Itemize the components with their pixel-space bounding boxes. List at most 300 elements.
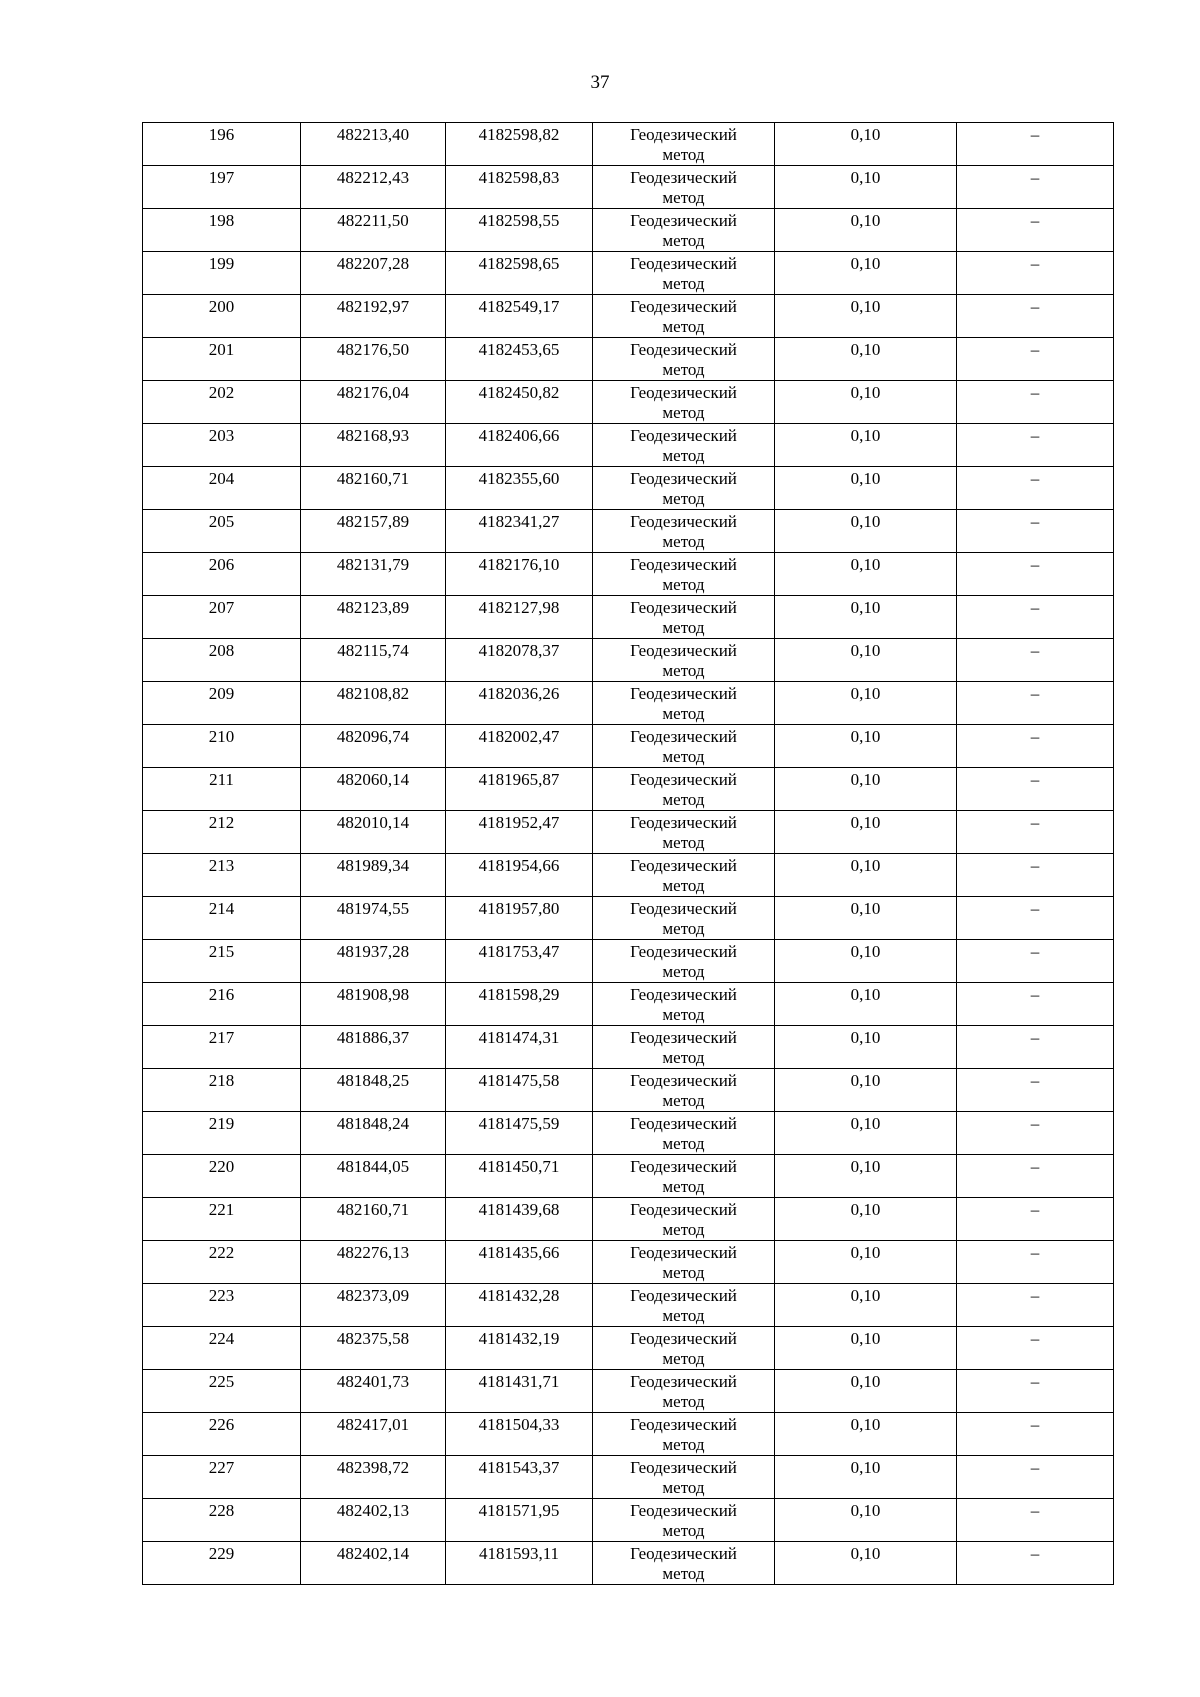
method-line: Геодезический <box>630 985 737 1004</box>
accuracy-cell: 0,10 <box>775 811 957 854</box>
method-line: Геодезический <box>630 1501 737 1520</box>
point-number-cell: 200 <box>143 295 301 338</box>
table-row <box>143 1155 1114 1198</box>
table-row <box>143 209 1114 252</box>
method-line: метод <box>662 661 705 680</box>
page-number: 37 <box>590 72 610 93</box>
method-line: Геодезический <box>630 598 737 617</box>
x-coordinate-cell: 482160,71 <box>301 1198 446 1241</box>
point-number-cell: 201 <box>143 338 301 381</box>
accuracy-cell: 0,10 <box>775 553 957 596</box>
method-line: Геодезический <box>630 1157 737 1176</box>
method-cell <box>593 1069 775 1112</box>
method-line: Геодезический <box>630 684 737 703</box>
method-line: метод <box>662 1392 705 1411</box>
y-coordinate-cell: 4181450,71 <box>446 1155 593 1198</box>
x-coordinate-cell: 481974,55 <box>301 897 446 940</box>
method-cell <box>593 123 775 166</box>
x-coordinate-cell: 481886,37 <box>301 1026 446 1069</box>
point-number-cell: 226 <box>143 1413 301 1456</box>
point-number-cell: 199 <box>143 252 301 295</box>
note-cell: – <box>957 553 1114 596</box>
y-coordinate-cell: 4181954,66 <box>446 854 593 897</box>
note-cell: – <box>957 940 1114 983</box>
y-coordinate-cell: 4181598,29 <box>446 983 593 1026</box>
accuracy-cell: 0,10 <box>775 1413 957 1456</box>
table-row <box>143 1112 1114 1155</box>
point-number-cell: 229 <box>143 1542 301 1585</box>
y-coordinate-cell: 4181571,95 <box>446 1499 593 1542</box>
method-line: Геодезический <box>630 1329 737 1348</box>
note-cell: – <box>957 1241 1114 1284</box>
table-row <box>143 1327 1114 1370</box>
x-coordinate-cell: 481848,25 <box>301 1069 446 1112</box>
point-number-cell: 219 <box>143 1112 301 1155</box>
x-coordinate-cell: 482108,82 <box>301 682 446 725</box>
point-number-cell: 198 <box>143 209 301 252</box>
accuracy-cell: 0,10 <box>775 1327 957 1370</box>
point-number-cell: 216 <box>143 983 301 1026</box>
method-line: метод <box>662 618 705 637</box>
method-line: метод <box>662 833 705 852</box>
x-coordinate-cell: 482115,74 <box>301 639 446 682</box>
method-cell <box>593 682 775 725</box>
y-coordinate-cell: 4182598,83 <box>446 166 593 209</box>
y-coordinate-cell: 4181432,28 <box>446 1284 593 1327</box>
method-cell <box>593 295 775 338</box>
y-coordinate-cell: 4182036,26 <box>446 682 593 725</box>
accuracy-cell: 0,10 <box>775 1542 957 1585</box>
accuracy-cell: 0,10 <box>775 1155 957 1198</box>
method-line: Геодезический <box>630 1028 737 1047</box>
method-cell <box>593 1413 775 1456</box>
method-cell <box>593 1370 775 1413</box>
method-line: метод <box>662 1134 705 1153</box>
method-line: метод <box>662 1349 705 1368</box>
method-cell <box>593 166 775 209</box>
point-number-cell: 213 <box>143 854 301 897</box>
method-line: метод <box>662 575 705 594</box>
point-number-cell: 205 <box>143 510 301 553</box>
y-coordinate-cell: 4182127,98 <box>446 596 593 639</box>
point-number-cell: 217 <box>143 1026 301 1069</box>
x-coordinate-cell: 481848,24 <box>301 1112 446 1155</box>
table-row <box>143 1370 1114 1413</box>
accuracy-cell: 0,10 <box>775 1198 957 1241</box>
x-coordinate-cell: 482213,40 <box>301 123 446 166</box>
table-row <box>143 123 1114 166</box>
accuracy-cell: 0,10 <box>775 682 957 725</box>
point-number-cell: 197 <box>143 166 301 209</box>
note-cell: – <box>957 1198 1114 1241</box>
method-line: метод <box>662 317 705 336</box>
accuracy-cell: 0,10 <box>775 1069 957 1112</box>
point-number-cell: 214 <box>143 897 301 940</box>
x-coordinate-cell: 482096,74 <box>301 725 446 768</box>
y-coordinate-cell: 4181439,68 <box>446 1198 593 1241</box>
method-cell <box>593 467 775 510</box>
table-row <box>143 682 1114 725</box>
y-coordinate-cell: 4181952,47 <box>446 811 593 854</box>
method-line: Геодезический <box>630 426 737 445</box>
point-number-cell: 220 <box>143 1155 301 1198</box>
method-cell <box>593 897 775 940</box>
method-line: метод <box>662 1091 705 1110</box>
method-line: метод <box>662 532 705 551</box>
x-coordinate-cell: 482176,04 <box>301 381 446 424</box>
table-row <box>143 768 1114 811</box>
method-line: Геодезический <box>630 469 737 488</box>
accuracy-cell: 0,10 <box>775 854 957 897</box>
point-number-cell: 223 <box>143 1284 301 1327</box>
x-coordinate-cell: 482168,93 <box>301 424 446 467</box>
x-coordinate-cell: 482375,58 <box>301 1327 446 1370</box>
y-coordinate-cell: 4181435,66 <box>446 1241 593 1284</box>
method-line: Геодезический <box>630 942 737 961</box>
accuracy-cell: 0,10 <box>775 510 957 553</box>
y-coordinate-cell: 4182176,10 <box>446 553 593 596</box>
y-coordinate-cell: 4181957,80 <box>446 897 593 940</box>
point-number-cell: 207 <box>143 596 301 639</box>
x-coordinate-cell: 482373,09 <box>301 1284 446 1327</box>
point-number-cell: 209 <box>143 682 301 725</box>
method-line: метод <box>662 1564 705 1583</box>
y-coordinate-cell: 4182549,17 <box>446 295 593 338</box>
x-coordinate-cell: 482123,89 <box>301 596 446 639</box>
table-row <box>143 553 1114 596</box>
accuracy-cell: 0,10 <box>775 252 957 295</box>
table-row <box>143 252 1114 295</box>
table-row <box>143 338 1114 381</box>
method-line: метод <box>662 1521 705 1540</box>
method-cell <box>593 1155 775 1198</box>
method-line: Геодезический <box>630 1415 737 1434</box>
y-coordinate-cell: 4181543,37 <box>446 1456 593 1499</box>
point-number-cell: 202 <box>143 381 301 424</box>
method-cell <box>593 1327 775 1370</box>
point-number-cell: 204 <box>143 467 301 510</box>
x-coordinate-cell: 481937,28 <box>301 940 446 983</box>
method-line: метод <box>662 231 705 250</box>
method-line: Геодезический <box>630 856 737 875</box>
note-cell: – <box>957 252 1114 295</box>
method-cell <box>593 381 775 424</box>
x-coordinate-cell: 482176,50 <box>301 338 446 381</box>
method-cell <box>593 1026 775 1069</box>
method-line: Геодезический <box>630 555 737 574</box>
method-cell <box>593 1499 775 1542</box>
point-number-cell: 210 <box>143 725 301 768</box>
method-line: Геодезический <box>630 641 737 660</box>
method-line: метод <box>662 1220 705 1239</box>
method-cell <box>593 510 775 553</box>
note-cell: – <box>957 1542 1114 1585</box>
method-line: Геодезический <box>630 770 737 789</box>
point-number-cell: 225 <box>143 1370 301 1413</box>
method-cell <box>593 596 775 639</box>
method-line: Геодезический <box>630 383 737 402</box>
note-cell: – <box>957 123 1114 166</box>
point-number-cell: 227 <box>143 1456 301 1499</box>
note-cell: – <box>957 510 1114 553</box>
coordinates-table <box>142 122 1114 1585</box>
note-cell: – <box>957 1327 1114 1370</box>
x-coordinate-cell: 481989,34 <box>301 854 446 897</box>
note-cell: – <box>957 725 1114 768</box>
note-cell: – <box>957 338 1114 381</box>
point-number-cell: 211 <box>143 768 301 811</box>
method-line: метод <box>662 747 705 766</box>
y-coordinate-cell: 4182341,27 <box>446 510 593 553</box>
note-cell: – <box>957 983 1114 1026</box>
x-coordinate-cell: 482276,13 <box>301 1241 446 1284</box>
accuracy-cell: 0,10 <box>775 467 957 510</box>
method-line: метод <box>662 403 705 422</box>
accuracy-cell: 0,10 <box>775 381 957 424</box>
note-cell: – <box>957 768 1114 811</box>
x-coordinate-cell: 482010,14 <box>301 811 446 854</box>
table-row <box>143 1499 1114 1542</box>
table-row <box>143 1413 1114 1456</box>
table-row <box>143 725 1114 768</box>
method-line: метод <box>662 1306 705 1325</box>
method-line: Геодезический <box>630 727 737 746</box>
point-number-cell: 222 <box>143 1241 301 1284</box>
method-line: Геодезический <box>630 1071 737 1090</box>
x-coordinate-cell: 482402,13 <box>301 1499 446 1542</box>
y-coordinate-cell: 4181432,19 <box>446 1327 593 1370</box>
table-row <box>143 983 1114 1026</box>
x-coordinate-cell: 482192,97 <box>301 295 446 338</box>
method-line: Геодезический <box>630 1200 737 1219</box>
y-coordinate-cell: 4182355,60 <box>446 467 593 510</box>
method-line: метод <box>662 876 705 895</box>
method-line: метод <box>662 962 705 981</box>
method-line: Геодезический <box>630 254 737 273</box>
method-cell <box>593 1198 775 1241</box>
note-cell: – <box>957 166 1114 209</box>
method-cell <box>593 983 775 1026</box>
y-coordinate-cell: 4182598,55 <box>446 209 593 252</box>
x-coordinate-cell: 481908,98 <box>301 983 446 1026</box>
x-coordinate-cell: 482131,79 <box>301 553 446 596</box>
accuracy-cell: 0,10 <box>775 1026 957 1069</box>
accuracy-cell: 0,10 <box>775 209 957 252</box>
accuracy-cell: 0,10 <box>775 1284 957 1327</box>
x-coordinate-cell: 482060,14 <box>301 768 446 811</box>
table-row <box>143 424 1114 467</box>
method-cell <box>593 1284 775 1327</box>
table-row <box>143 1198 1114 1241</box>
table-row <box>143 854 1114 897</box>
y-coordinate-cell: 4182453,65 <box>446 338 593 381</box>
method-line: Геодезический <box>630 1458 737 1477</box>
method-line: метод <box>662 1263 705 1282</box>
method-line: Геодезический <box>630 168 737 187</box>
y-coordinate-cell: 4182078,37 <box>446 639 593 682</box>
y-coordinate-cell: 4181431,71 <box>446 1370 593 1413</box>
table-row <box>143 1456 1114 1499</box>
accuracy-cell: 0,10 <box>775 295 957 338</box>
method-line: метод <box>662 1177 705 1196</box>
method-line: метод <box>662 704 705 723</box>
accuracy-cell: 0,10 <box>775 725 957 768</box>
method-line: метод <box>662 1005 705 1024</box>
method-line: Геодезический <box>630 512 737 531</box>
point-number-cell: 203 <box>143 424 301 467</box>
method-line: метод <box>662 1435 705 1454</box>
y-coordinate-cell: 4181475,59 <box>446 1112 593 1155</box>
table-row <box>143 940 1114 983</box>
x-coordinate-cell: 482417,01 <box>301 1413 446 1456</box>
point-number-cell: 206 <box>143 553 301 596</box>
method-line: метод <box>662 188 705 207</box>
note-cell: – <box>957 467 1114 510</box>
accuracy-cell: 0,10 <box>775 940 957 983</box>
method-cell <box>593 854 775 897</box>
y-coordinate-cell: 4182450,82 <box>446 381 593 424</box>
note-cell: – <box>957 381 1114 424</box>
note-cell: – <box>957 1499 1114 1542</box>
y-coordinate-cell: 4181965,87 <box>446 768 593 811</box>
note-cell: – <box>957 1284 1114 1327</box>
y-coordinate-cell: 4181593,11 <box>446 1542 593 1585</box>
table-row <box>143 811 1114 854</box>
method-line: Геодезический <box>630 1286 737 1305</box>
point-number-cell: 224 <box>143 1327 301 1370</box>
method-cell <box>593 252 775 295</box>
method-cell <box>593 768 775 811</box>
accuracy-cell: 0,10 <box>775 596 957 639</box>
method-line: метод <box>662 1478 705 1497</box>
accuracy-cell: 0,10 <box>775 897 957 940</box>
table-row <box>143 1542 1114 1585</box>
table-row <box>143 1241 1114 1284</box>
point-number-cell: 228 <box>143 1499 301 1542</box>
point-number-cell: 215 <box>143 940 301 983</box>
method-line: Геодезический <box>630 1372 737 1391</box>
point-number-cell: 208 <box>143 639 301 682</box>
note-cell: – <box>957 295 1114 338</box>
method-line: Геодезический <box>630 125 737 144</box>
accuracy-cell: 0,10 <box>775 983 957 1026</box>
y-coordinate-cell: 4181504,33 <box>446 1413 593 1456</box>
y-coordinate-cell: 4181475,58 <box>446 1069 593 1112</box>
note-cell: – <box>957 1069 1114 1112</box>
accuracy-cell: 0,10 <box>775 166 957 209</box>
note-cell: – <box>957 897 1114 940</box>
x-coordinate-cell: 482207,28 <box>301 252 446 295</box>
y-coordinate-cell: 4182598,65 <box>446 252 593 295</box>
x-coordinate-cell: 482211,50 <box>301 209 446 252</box>
table-row <box>143 166 1114 209</box>
method-cell <box>593 338 775 381</box>
method-line: Геодезический <box>630 813 737 832</box>
method-cell <box>593 725 775 768</box>
method-cell <box>593 553 775 596</box>
note-cell: – <box>957 1026 1114 1069</box>
method-cell <box>593 424 775 467</box>
note-cell: – <box>957 682 1114 725</box>
note-cell: – <box>957 1370 1114 1413</box>
table-row <box>143 1069 1114 1112</box>
note-cell: – <box>957 1456 1114 1499</box>
accuracy-cell: 0,10 <box>775 1112 957 1155</box>
method-cell <box>593 1456 775 1499</box>
x-coordinate-cell: 482160,71 <box>301 467 446 510</box>
point-number-cell: 221 <box>143 1198 301 1241</box>
table-row <box>143 381 1114 424</box>
x-coordinate-cell: 481844,05 <box>301 1155 446 1198</box>
x-coordinate-cell: 482157,89 <box>301 510 446 553</box>
y-coordinate-cell: 4181753,47 <box>446 940 593 983</box>
accuracy-cell: 0,10 <box>775 639 957 682</box>
note-cell: – <box>957 1413 1114 1456</box>
method-cell <box>593 639 775 682</box>
method-line: Геодезический <box>630 1114 737 1133</box>
table-row <box>143 467 1114 510</box>
method-line: Геодезический <box>630 899 737 918</box>
method-line: Геодезический <box>630 211 737 230</box>
note-cell: – <box>957 1112 1114 1155</box>
table-row <box>143 897 1114 940</box>
method-cell <box>593 1112 775 1155</box>
table-row <box>143 510 1114 553</box>
method-cell <box>593 1241 775 1284</box>
y-coordinate-cell: 4182598,82 <box>446 123 593 166</box>
y-coordinate-cell: 4182406,66 <box>446 424 593 467</box>
method-line: метод <box>662 790 705 809</box>
method-cell <box>593 209 775 252</box>
table-row <box>143 1284 1114 1327</box>
method-line: метод <box>662 274 705 293</box>
method-line: метод <box>662 489 705 508</box>
y-coordinate-cell: 4181474,31 <box>446 1026 593 1069</box>
note-cell: – <box>957 1155 1114 1198</box>
method-line: метод <box>662 360 705 379</box>
method-cell <box>593 811 775 854</box>
accuracy-cell: 0,10 <box>775 768 957 811</box>
point-number-cell: 212 <box>143 811 301 854</box>
coordinates-table-body <box>143 123 1114 1585</box>
method-line: метод <box>662 446 705 465</box>
table-row <box>143 639 1114 682</box>
accuracy-cell: 0,10 <box>775 1456 957 1499</box>
accuracy-cell: 0,10 <box>775 1370 957 1413</box>
accuracy-cell: 0,10 <box>775 1499 957 1542</box>
note-cell: – <box>957 811 1114 854</box>
note-cell: – <box>957 596 1114 639</box>
table-row <box>143 295 1114 338</box>
accuracy-cell: 0,10 <box>775 338 957 381</box>
method-cell <box>593 1542 775 1585</box>
point-number-cell: 218 <box>143 1069 301 1112</box>
y-coordinate-cell: 4182002,47 <box>446 725 593 768</box>
note-cell: – <box>957 209 1114 252</box>
method-line: Геодезический <box>630 1544 737 1563</box>
method-line: метод <box>662 145 705 164</box>
note-cell: – <box>957 424 1114 467</box>
note-cell: – <box>957 854 1114 897</box>
method-line: Геодезический <box>630 340 737 359</box>
x-coordinate-cell: 482398,72 <box>301 1456 446 1499</box>
note-cell: – <box>957 639 1114 682</box>
table-row <box>143 1026 1114 1069</box>
table-row <box>143 596 1114 639</box>
x-coordinate-cell: 482402,14 <box>301 1542 446 1585</box>
x-coordinate-cell: 482401,73 <box>301 1370 446 1413</box>
method-line: Геодезический <box>630 297 737 316</box>
